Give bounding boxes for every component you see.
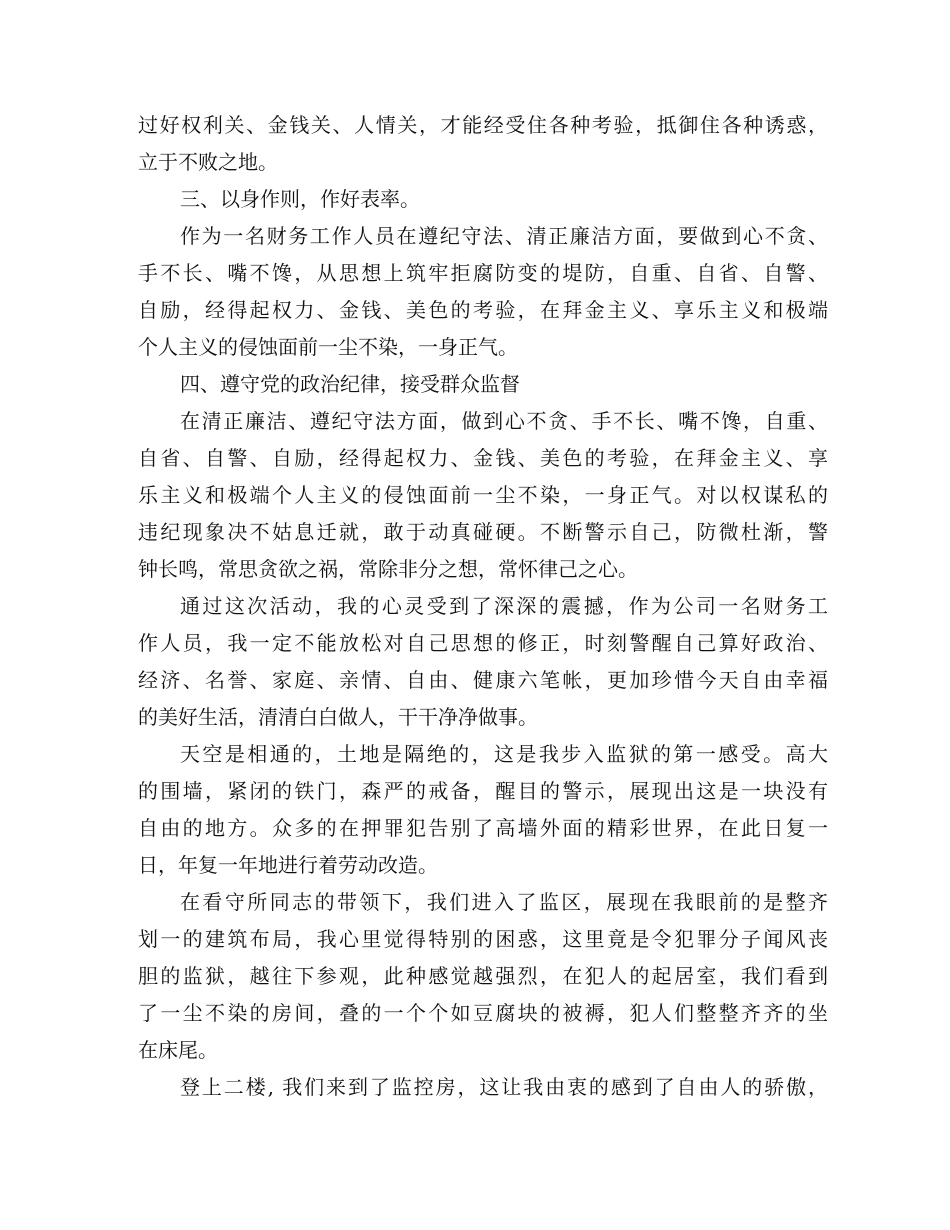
text-line: 钟长鸣，常思贪欲之祸，常除非分之想，常怀律己之心。 — [138, 557, 638, 581]
text-line: 经济、名誉、家庭、亲情、自由、健康六笔帐，更加珍惜今天自由幸福 — [138, 668, 828, 692]
text-line: 在清正廉洁、遵纪守法方面，做到心不贪、手不长、嘴不馋，自重、 — [180, 409, 828, 433]
text-line: 在看守所同志的带领下，我们进入了监区，展现在我眼前的是整齐 — [180, 890, 828, 914]
text-line: 胆的监狱，越往下参观，此种感觉越强烈，在犯人的起居室，我们看到 — [138, 964, 828, 988]
text-line: 过好权利关、金钱关、人情关，才能经受住各种考验，抵御住各种诱惑， — [138, 113, 828, 137]
text-line: 自励，经得起权力、金钱、美色的考验，在拜金主义、享乐主义和极端 — [138, 298, 828, 322]
section-heading — [138, 181, 828, 218]
text-line: 了一尘不染的房间，叠的一个个如豆腐块的被褥，犯人们整整齐齐的坐 — [138, 1001, 828, 1025]
document-body — [138, 107, 828, 1106]
text-line: 日，年复一年地进行着劳动改造。 — [138, 853, 438, 877]
section-heading — [138, 366, 828, 403]
text-line: 的围墙，紧闭的铁门，森严的戒备，醒目的警示，展现出这是一块没有 — [138, 779, 828, 803]
paragraph — [138, 107, 828, 181]
text-line: 违纪现象决不姑息迁就，敢于动真碰硬。不断警示自己，防微杜渐，警 — [138, 520, 828, 544]
text-line: 通过这次活动，我的心灵受到了深深的震撼，作为公司一名财务工 — [180, 594, 828, 618]
text-line: 作人员，我一定不能放松对自己思想的修正，时刻警醒自己算好政治、 — [138, 631, 828, 655]
heading-line: 三、以身作则，作好表率。 — [180, 187, 420, 211]
paragraph — [138, 884, 828, 1069]
text-line: 自省、自警、自励，经得起权力、金钱、美色的考验，在拜金主义、享 — [138, 446, 828, 470]
paragraph — [138, 1069, 828, 1106]
text-line: 立于不败之地。 — [138, 150, 278, 174]
text-line: 自由的地方。众多的在押罪犯告别了高墙外面的精彩世界，在此日复一 — [138, 816, 828, 840]
text-line: 在床尾。 — [138, 1038, 218, 1062]
paragraph — [138, 736, 828, 884]
paragraph — [138, 403, 828, 588]
text-line: 作为一名财务工作人员在遵纪守法、清正廉洁方面，要做到心不贪、 — [180, 224, 828, 248]
paragraph — [138, 218, 828, 366]
text-line: 手不长、嘴不馋，从思想上筑牢拒腐防变的堤防，自重、自省、自警、 — [138, 261, 828, 285]
text-line: 划一的建筑布局，我心里觉得特别的困惑，这里竟是令犯罪分子闻风丧 — [138, 927, 828, 951]
text-line: 乐主义和极端个人主义的侵蚀面前一尘不染，一身正气。对以权谋私的 — [138, 483, 828, 507]
text-line: 登上二楼, 我们来到了监控房，这让我由衷的感到了自由人的骄傲， — [180, 1075, 828, 1099]
heading-line: 四、遵守党的政治纪律，接受群众监督 — [180, 372, 520, 396]
text-line: 个人主义的侵蚀面前一尘不染，一身正气。 — [138, 335, 518, 359]
text-line: 的美好生活，清清白白做人，干干净净做事。 — [138, 705, 538, 729]
paragraph — [138, 588, 828, 736]
text-line: 天空是相通的，土地是隔绝的，这是我步入监狱的第一感受。高大 — [180, 742, 828, 766]
